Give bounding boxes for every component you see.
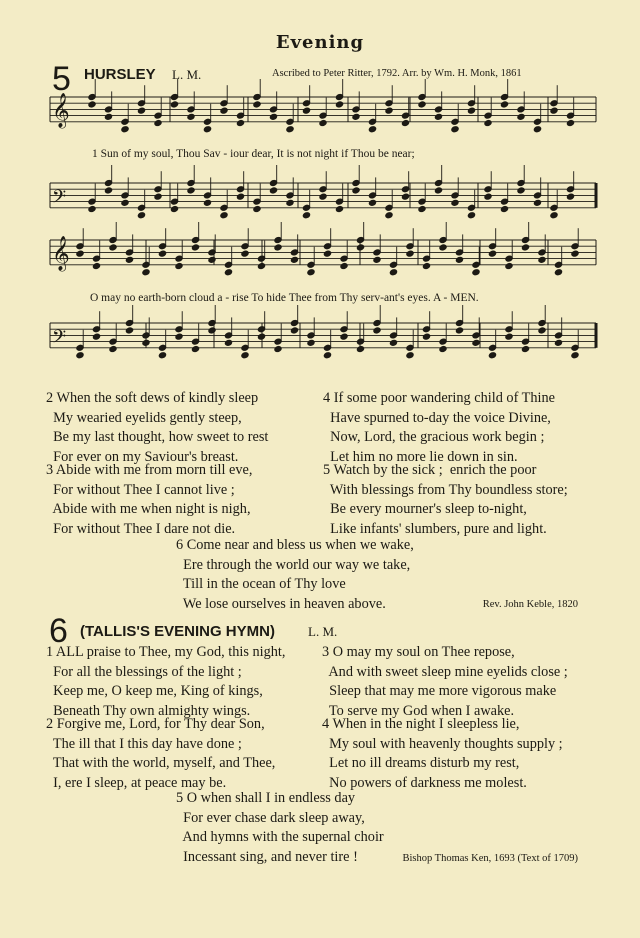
notehead bbox=[154, 120, 162, 127]
notehead bbox=[274, 244, 282, 251]
verse-1: 1 ALL praise to Thee, my God, this night, For all the blessings of the light ; Keep me, O keep me, King of kings, Beneath Thy own almighty wings. bbox=[46, 644, 286, 719]
notehead bbox=[521, 346, 529, 353]
notehead bbox=[175, 333, 183, 340]
notehead bbox=[505, 333, 513, 340]
notehead bbox=[286, 199, 294, 206]
verse-2: 2 When the soft dews of kindly sleep My wearied eyelids gently steep, Be my last thought, how sweet to rest For ever on my Saviour's breast. bbox=[46, 390, 269, 465]
meter: L. M. bbox=[172, 67, 202, 82]
tune-name: (TALLIS'S EVENING HYMN) bbox=[80, 623, 275, 640]
notehead bbox=[290, 327, 298, 334]
notehead bbox=[257, 333, 265, 340]
notehead bbox=[352, 187, 360, 194]
notehead bbox=[92, 333, 100, 340]
notehead bbox=[500, 101, 508, 108]
notehead bbox=[269, 187, 277, 194]
bass-clef-icon: 𝄢 bbox=[52, 186, 67, 212]
verse-2: 2 Forgive me, Lord, for Thy dear Son, The ill that I this day have done ; That with the world, myself, and Thee, I, ere I sleep, at peace may be. bbox=[46, 716, 276, 791]
notehead bbox=[368, 199, 376, 206]
notehead bbox=[385, 107, 393, 114]
verse-3: 3 Abide with me from morn till eve, For without Thee I cannot live ; Abide with me when night is nigh, For without Thee I dare not die. bbox=[46, 462, 253, 537]
notehead bbox=[373, 327, 381, 334]
notehead bbox=[76, 352, 84, 359]
notehead bbox=[158, 352, 166, 359]
notehead bbox=[170, 101, 178, 108]
notehead bbox=[434, 187, 442, 194]
notehead bbox=[389, 339, 397, 346]
notehead bbox=[319, 120, 327, 127]
notehead bbox=[241, 250, 249, 257]
notehead bbox=[290, 256, 298, 263]
notehead bbox=[406, 250, 414, 257]
notehead bbox=[389, 269, 397, 276]
notehead bbox=[137, 107, 145, 114]
notehead bbox=[125, 327, 133, 334]
notehead bbox=[467, 107, 475, 114]
notehead bbox=[121, 199, 129, 206]
notehead bbox=[76, 250, 84, 257]
notehead bbox=[257, 263, 265, 270]
author-attribution: Rev. John Keble, 1820 bbox=[482, 599, 578, 610]
notehead bbox=[323, 352, 331, 359]
notehead bbox=[323, 250, 331, 257]
notehead bbox=[302, 107, 310, 114]
notehead bbox=[406, 352, 414, 359]
notehead bbox=[500, 206, 508, 213]
notehead bbox=[154, 193, 162, 200]
tune-ascription: Ascribed to Peter Ritter, 1792. Arr. by Wm. H. Monk, 1861 bbox=[272, 68, 522, 79]
hymn-number: 5 bbox=[52, 60, 71, 98]
notehead bbox=[472, 339, 480, 346]
notehead bbox=[335, 206, 343, 213]
notehead bbox=[538, 327, 546, 334]
section-title: Evening bbox=[275, 32, 365, 53]
notehead bbox=[521, 244, 529, 251]
notehead bbox=[373, 256, 381, 263]
notehead bbox=[538, 256, 546, 263]
notehead bbox=[554, 269, 562, 276]
notehead bbox=[224, 269, 232, 276]
treble-clef-icon: 𝄞 bbox=[52, 235, 70, 271]
verse-4: 4 If some poor wandering child of Thine Have spurned to-day the voice Divine, Now, Lord, the gracious work begin ; Let him no more lie down in sin. bbox=[323, 390, 556, 465]
verse-5: 5 Watch by the sick ; enrich the poor With blessings from Thy boundless store; Be every mourner's sleep to-night, Like infants' slumbers, pure and light. bbox=[323, 462, 568, 537]
notehead bbox=[137, 212, 145, 219]
notehead bbox=[125, 256, 133, 263]
notehead bbox=[340, 263, 348, 270]
bass-clef-icon: 𝄢 bbox=[52, 326, 67, 352]
notehead bbox=[340, 333, 348, 340]
notehead bbox=[203, 126, 211, 133]
notehead bbox=[92, 263, 100, 270]
notehead bbox=[224, 339, 232, 346]
author-attribution: Bishop Thomas Ken, 1693 (Text of 1709) bbox=[402, 853, 578, 864]
notehead bbox=[187, 187, 195, 194]
notehead bbox=[467, 212, 475, 219]
verse-6: 6 Come near and bless us when we wake, Ere through the world our way we take, Till in the ocean of Thy love We lose ourselves in heaven above. bbox=[176, 537, 414, 612]
tune-name: HURSLEY bbox=[84, 66, 156, 83]
verse-4: 4 When in the night I sleepless lie, My soul with heavenly thoughts supply ; Let no ill dreams disturb my rest, No powers of darkness me molest. bbox=[322, 716, 563, 791]
notehead bbox=[203, 199, 211, 206]
notehead bbox=[241, 352, 249, 359]
notehead bbox=[109, 346, 117, 353]
notehead bbox=[571, 250, 579, 257]
notehead bbox=[88, 206, 96, 213]
underlay-line-1: 1 Sun of my soul, Thou Sav - iour dear, It is not night if Thou be near; bbox=[92, 148, 415, 160]
notehead bbox=[517, 187, 525, 194]
notehead bbox=[142, 339, 150, 346]
notehead bbox=[170, 206, 178, 213]
notehead bbox=[554, 339, 562, 346]
notehead bbox=[356, 346, 364, 353]
notehead bbox=[422, 333, 430, 340]
notehead bbox=[104, 113, 112, 120]
notehead bbox=[439, 346, 447, 353]
notehead bbox=[566, 193, 574, 200]
notehead bbox=[566, 120, 574, 127]
notehead bbox=[422, 263, 430, 270]
notehead bbox=[439, 244, 447, 251]
notehead bbox=[368, 126, 376, 133]
notehead bbox=[571, 352, 579, 359]
notehead bbox=[191, 346, 199, 353]
notehead bbox=[455, 256, 463, 263]
notehead bbox=[236, 120, 244, 127]
meter: L. M. bbox=[308, 624, 338, 639]
notehead bbox=[517, 113, 525, 120]
notehead bbox=[418, 206, 426, 213]
verse-5: 5 O when shall I in endless day For ever chase dark sleep away, And hymns with the supernal choir Incessant sing, and never tire ! bbox=[176, 790, 384, 865]
notehead bbox=[434, 113, 442, 120]
notehead bbox=[253, 206, 261, 213]
notehead bbox=[121, 126, 129, 133]
notehead bbox=[307, 339, 315, 346]
notehead bbox=[220, 212, 228, 219]
notehead bbox=[352, 113, 360, 120]
treble-clef-icon: 𝄞 bbox=[52, 92, 70, 128]
notehead bbox=[253, 101, 261, 108]
notehead bbox=[385, 212, 393, 219]
notehead bbox=[269, 113, 277, 120]
notehead bbox=[307, 269, 315, 276]
notehead bbox=[484, 193, 492, 200]
notehead bbox=[455, 327, 463, 334]
notehead bbox=[401, 120, 409, 127]
notehead bbox=[533, 126, 541, 133]
notehead bbox=[418, 101, 426, 108]
notehead bbox=[274, 346, 282, 353]
hymn-number: 6 bbox=[49, 612, 68, 650]
notehead bbox=[401, 193, 409, 200]
notehead bbox=[488, 250, 496, 257]
notehead bbox=[88, 101, 96, 108]
notehead bbox=[550, 107, 558, 114]
underlay-line-2: O may no earth-born cloud a - rise To hide Thee from Thy serv-ant's eyes. A - MEN. bbox=[90, 292, 479, 304]
notehead bbox=[187, 113, 195, 120]
notehead bbox=[451, 199, 459, 206]
notehead bbox=[472, 269, 480, 276]
notehead bbox=[236, 193, 244, 200]
notehead bbox=[335, 101, 343, 108]
notehead bbox=[175, 263, 183, 270]
notehead bbox=[220, 107, 228, 114]
notehead bbox=[158, 250, 166, 257]
verse-3: 3 O may my soul on Thee repose, And with sweet sleep mine eyelids close ; Sleep that may me more vigorous make To serve my God when I awake. bbox=[322, 644, 568, 719]
notehead bbox=[484, 120, 492, 127]
notehead bbox=[208, 327, 216, 334]
notehead bbox=[142, 269, 150, 276]
notehead bbox=[191, 244, 199, 251]
notehead bbox=[286, 126, 294, 133]
notehead bbox=[356, 244, 364, 251]
notehead bbox=[302, 212, 310, 219]
notehead bbox=[319, 193, 327, 200]
notehead bbox=[208, 256, 216, 263]
notehead bbox=[533, 199, 541, 206]
notehead bbox=[451, 126, 459, 133]
notehead bbox=[505, 263, 513, 270]
notehead bbox=[550, 212, 558, 219]
notehead bbox=[109, 244, 117, 251]
notehead bbox=[488, 352, 496, 359]
notehead bbox=[104, 187, 112, 194]
